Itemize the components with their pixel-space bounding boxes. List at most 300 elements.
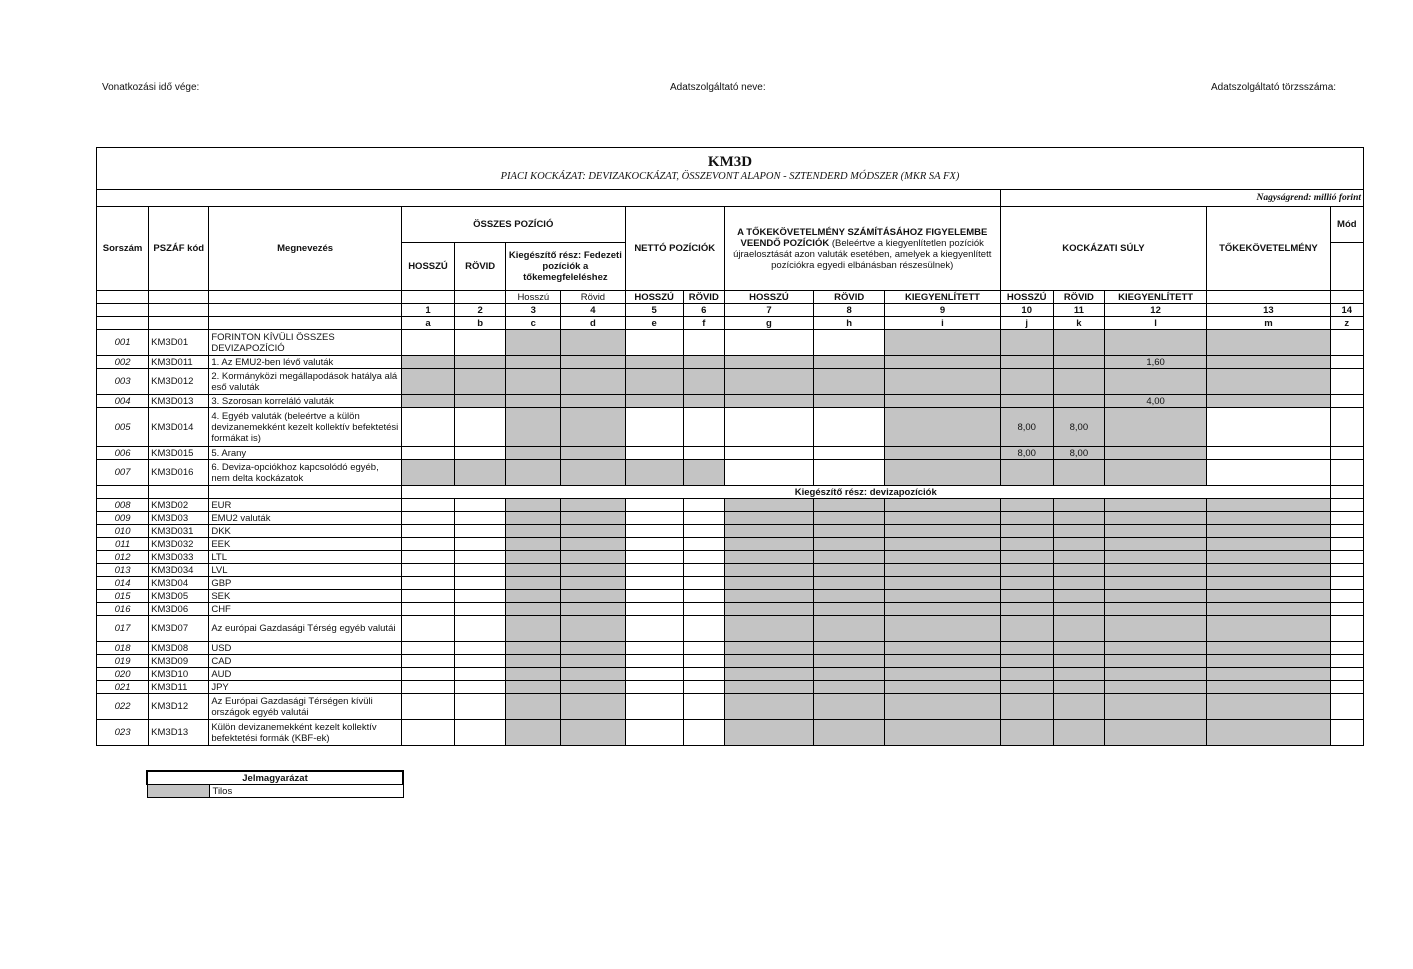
row-number: 005 [97, 408, 149, 447]
value-cell [561, 655, 625, 668]
value-cell [814, 668, 885, 681]
value-cell [1000, 590, 1053, 603]
value-cell [1207, 694, 1330, 720]
value-cell[interactable] [683, 603, 724, 616]
value-cell[interactable] [625, 564, 683, 577]
col-number-6: 6 [683, 304, 724, 317]
value-cell[interactable] [1330, 538, 1363, 551]
num-blank [97, 304, 149, 317]
row-name: AUD [209, 668, 402, 681]
value-cell[interactable] [401, 590, 454, 603]
value-cell [1207, 356, 1330, 369]
value-cell[interactable] [683, 694, 724, 720]
value-cell [1207, 551, 1330, 564]
col-letter-2: b [455, 317, 506, 330]
value-cell[interactable] [455, 408, 506, 447]
value-cell[interactable] [683, 668, 724, 681]
num-blank [149, 304, 209, 317]
value-cell[interactable] [455, 330, 506, 356]
value-cell [1000, 681, 1053, 694]
value-cell [561, 525, 625, 538]
value-cell[interactable] [625, 694, 683, 720]
value-cell[interactable] [683, 525, 724, 538]
supplement-title: Kiegészítő rész: devizapozíciók [401, 486, 1330, 499]
value-cell [1053, 577, 1104, 590]
value-cell[interactable] [683, 681, 724, 694]
value-cell[interactable] [455, 694, 506, 720]
value-cell[interactable] [625, 655, 683, 668]
value-cell[interactable] [1330, 369, 1363, 395]
col-number-10: 10 [1000, 304, 1053, 317]
table-row [97, 330, 1364, 356]
value-cell[interactable] [455, 681, 506, 694]
value-cell[interactable] [401, 668, 454, 681]
col-letter-3: c [506, 317, 561, 330]
value-cell[interactable] [683, 564, 724, 577]
col-mod-blank [1330, 243, 1363, 291]
value-cell [724, 538, 813, 551]
value-cell [1000, 538, 1053, 551]
table-row [97, 668, 1364, 681]
value-cell[interactable] [1330, 720, 1363, 746]
value-cell [1000, 642, 1053, 655]
value-cell[interactable] [455, 538, 506, 551]
table-row [97, 369, 1364, 395]
value-cell[interactable] [683, 720, 724, 746]
value-cell [1000, 499, 1053, 512]
column-number-row [97, 304, 1364, 317]
value-cell[interactable] [401, 655, 454, 668]
row-number: 016 [97, 603, 149, 616]
value-cell [561, 330, 625, 356]
value-cell[interactable] [401, 499, 454, 512]
value-cell[interactable] [455, 642, 506, 655]
value-cell [561, 356, 625, 369]
value-cell[interactable] [401, 577, 454, 590]
tokekov-bold: A TŐKEKÖVETELMÉNY SZÁMÍTÁSÁHOZ FIGYELEMBE VEENDŐ POZÍCIÓK [737, 226, 988, 249]
value-cell[interactable] [683, 642, 724, 655]
value-cell[interactable] [683, 499, 724, 512]
value-cell [1000, 512, 1053, 525]
row-code: KM3D013 [149, 395, 209, 408]
col-netto-poziciok: NETTÓ POZÍCIÓK [625, 207, 724, 291]
value-cell[interactable] [455, 603, 506, 616]
value-cell [724, 369, 813, 395]
value-cell[interactable] [455, 655, 506, 668]
value-cell[interactable] [814, 447, 885, 460]
value-cell[interactable] [455, 590, 506, 603]
value-cell[interactable] [1330, 577, 1363, 590]
col-number-11: 11 [1053, 304, 1104, 317]
value-cell[interactable] [683, 616, 724, 642]
subhdr-ks-rovid: RÖVID [1053, 291, 1104, 304]
value-cell[interactable] [683, 408, 724, 447]
value-cell[interactable] [625, 512, 683, 525]
value-cell[interactable] [724, 330, 813, 356]
value-cell: 8,00 [1000, 408, 1053, 447]
value-cell[interactable] [455, 564, 506, 577]
col-number-14: 14 [1330, 304, 1363, 317]
value-cell [724, 525, 813, 538]
subhdr-tk-kiegyenlitett: KIEGYENLÍTETT [885, 291, 1000, 304]
col-osszes-pozicio: ÖSSZES POZÍCIÓ [401, 207, 625, 243]
value-cell [1000, 655, 1053, 668]
value-cell [506, 577, 561, 590]
col-number-3: 3 [506, 304, 561, 317]
col-letter-1: a [401, 317, 454, 330]
subhdr-tk-rovid: RÖVID [814, 291, 885, 304]
row-name: Az európai Gazdasági Térség egyéb valutái [209, 616, 402, 642]
value-cell[interactable] [625, 720, 683, 746]
value-cell [506, 694, 561, 720]
value-cell[interactable] [1330, 655, 1363, 668]
row-number: 007 [97, 460, 149, 486]
value-cell [814, 577, 885, 590]
value-cell [885, 551, 1000, 564]
value-cell[interactable] [683, 330, 724, 356]
col-number-5: 5 [625, 304, 683, 317]
value-cell [1053, 512, 1104, 525]
value-cell[interactable] [401, 694, 454, 720]
row-name: 2. Kormányközi megállapodások hatálya alá eső valuták [209, 369, 402, 395]
value-cell [1053, 369, 1104, 395]
value-cell [561, 681, 625, 694]
value-cell[interactable] [683, 551, 724, 564]
value-cell[interactable] [1207, 408, 1330, 447]
value-cell[interactable] [401, 447, 454, 460]
value-cell[interactable] [1207, 447, 1330, 460]
value-cell [1053, 616, 1104, 642]
value-cell [885, 720, 1000, 746]
col-letter-7: g [724, 317, 813, 330]
value-cell [1207, 499, 1330, 512]
value-cell[interactable] [401, 616, 454, 642]
value-cell[interactable] [455, 668, 506, 681]
value-cell[interactable] [683, 577, 724, 590]
value-cell [506, 395, 561, 408]
col-number-1: 1 [401, 304, 454, 317]
value-cell [814, 564, 885, 577]
value-cell [814, 395, 885, 408]
row-code: KM3D06 [149, 603, 209, 616]
value-cell[interactable] [683, 447, 724, 460]
value-cell [561, 499, 625, 512]
row-name: USD [209, 642, 402, 655]
col-osszes-hosszu: HOSSZÚ [401, 243, 454, 291]
value-cell[interactable] [814, 460, 885, 486]
row-name: 1. Az EMU2-ben lévő valuták [209, 356, 402, 369]
value-cell[interactable] [455, 720, 506, 746]
value-cell [885, 642, 1000, 655]
value-cell[interactable] [1330, 590, 1363, 603]
value-cell [506, 447, 561, 460]
value-cell [1207, 616, 1330, 642]
value-cell[interactable] [1330, 499, 1363, 512]
blank-cell [1330, 486, 1363, 499]
value-cell [561, 408, 625, 447]
value-cell[interactable] [683, 538, 724, 551]
value-cell [814, 525, 885, 538]
value-cell[interactable] [1330, 681, 1363, 694]
row-name: LVL [209, 564, 402, 577]
value-cell [724, 590, 813, 603]
value-cell [1104, 681, 1206, 694]
value-cell [1053, 538, 1104, 551]
value-cell [1000, 356, 1053, 369]
subhdr-blank [1207, 291, 1330, 304]
value-cell [885, 525, 1000, 538]
value-cell [1104, 616, 1206, 642]
value-cell [885, 395, 1000, 408]
value-cell [1207, 681, 1330, 694]
value-cell[interactable] [683, 655, 724, 668]
value-cell: 8,00 [1053, 408, 1104, 447]
value-cell[interactable] [1330, 356, 1363, 369]
value-cell[interactable] [401, 551, 454, 564]
value-cell [625, 369, 683, 395]
value-cell [506, 408, 561, 447]
value-cell[interactable] [814, 330, 885, 356]
subhdr-blank [209, 291, 402, 304]
row-number: 006 [97, 447, 149, 460]
value-cell [885, 564, 1000, 577]
value-cell [1104, 603, 1206, 616]
value-cell[interactable] [1330, 694, 1363, 720]
value-cell [814, 369, 885, 395]
value-cell[interactable] [401, 330, 454, 356]
table-row [97, 655, 1364, 668]
value-cell[interactable] [625, 681, 683, 694]
row-number: 010 [97, 525, 149, 538]
value-cell [506, 681, 561, 694]
row-number: 012 [97, 551, 149, 564]
value-cell[interactable] [1330, 603, 1363, 616]
value-cell[interactable] [401, 512, 454, 525]
value-cell [506, 616, 561, 642]
value-cell [506, 525, 561, 538]
value-cell[interactable] [625, 551, 683, 564]
row-code: KM3D01 [149, 330, 209, 356]
report-form-table [96, 147, 1364, 746]
value-cell[interactable] [625, 616, 683, 642]
value-cell[interactable] [1330, 564, 1363, 577]
value-cell [506, 642, 561, 655]
value-cell [506, 720, 561, 746]
value-cell [683, 369, 724, 395]
value-cell[interactable] [1330, 642, 1363, 655]
value-cell [1053, 356, 1104, 369]
col-mod: Mód [1330, 207, 1363, 243]
supplement-header-row [97, 486, 1364, 499]
row-number: 017 [97, 616, 149, 642]
value-cell[interactable] [1330, 616, 1363, 642]
value-cell [1053, 499, 1104, 512]
value-cell [1207, 538, 1330, 551]
col-megnevezes: Megnevezés [209, 207, 402, 291]
row-code: KM3D014 [149, 408, 209, 447]
row-number: 001 [97, 330, 149, 356]
value-cell [561, 720, 625, 746]
value-cell [1207, 369, 1330, 395]
value-cell[interactable] [625, 538, 683, 551]
value-cell[interactable] [455, 525, 506, 538]
table-row [97, 499, 1364, 512]
blank-cell [209, 486, 402, 499]
row-code: KM3D03 [149, 512, 209, 525]
col-number-9: 9 [885, 304, 1000, 317]
value-cell [724, 720, 813, 746]
table-row [97, 551, 1364, 564]
value-cell [724, 603, 813, 616]
value-cell [1104, 668, 1206, 681]
row-name: CHF [209, 603, 402, 616]
value-cell [885, 616, 1000, 642]
row-number: 023 [97, 720, 149, 746]
value-cell [1000, 668, 1053, 681]
subhdr-blank [97, 291, 149, 304]
value-cell[interactable] [625, 603, 683, 616]
value-cell [561, 577, 625, 590]
value-cell[interactable] [401, 408, 454, 447]
row-code: KM3D09 [149, 655, 209, 668]
value-cell[interactable] [625, 447, 683, 460]
value-cell [814, 512, 885, 525]
row-number: 015 [97, 590, 149, 603]
value-cell[interactable] [625, 408, 683, 447]
value-cell[interactable] [1330, 551, 1363, 564]
value-cell[interactable] [1330, 447, 1363, 460]
value-cell [814, 720, 885, 746]
value-cell [814, 538, 885, 551]
value-cell[interactable] [1330, 512, 1363, 525]
value-cell [1104, 577, 1206, 590]
value-cell [561, 603, 625, 616]
value-cell[interactable] [455, 499, 506, 512]
col-tokekov-poziciok [724, 207, 1000, 291]
value-cell[interactable] [625, 577, 683, 590]
value-cell [1104, 408, 1206, 447]
subhdr-netto-rovid: RÖVID [683, 291, 724, 304]
value-cell[interactable] [1330, 525, 1363, 538]
value-cell [724, 655, 813, 668]
value-cell [561, 551, 625, 564]
row-number: 019 [97, 655, 149, 668]
value-cell[interactable] [814, 408, 885, 447]
value-cell[interactable] [455, 447, 506, 460]
table-row [97, 603, 1364, 616]
value-cell [724, 395, 813, 408]
row-code: KM3D13 [149, 720, 209, 746]
value-cell[interactable] [1207, 460, 1330, 486]
value-cell [561, 538, 625, 551]
value-cell [1053, 694, 1104, 720]
value-cell [1104, 525, 1206, 538]
value-cell [1207, 512, 1330, 525]
form-code: KM3D [707, 154, 753, 170]
value-cell [625, 460, 683, 486]
value-cell[interactable] [401, 564, 454, 577]
value-cell[interactable] [625, 642, 683, 655]
value-cell [561, 460, 625, 486]
value-cell[interactable] [724, 460, 813, 486]
value-cell: 8,00 [1053, 447, 1104, 460]
row-number: 013 [97, 564, 149, 577]
value-cell[interactable] [683, 512, 724, 525]
value-cell [1000, 616, 1053, 642]
value-cell[interactable] [1330, 330, 1363, 356]
value-cell [1207, 590, 1330, 603]
subhdr-rovid: Rövid [561, 291, 625, 304]
value-cell [1053, 590, 1104, 603]
col-number-8: 8 [814, 304, 885, 317]
value-cell[interactable] [625, 590, 683, 603]
value-cell [1000, 551, 1053, 564]
value-cell[interactable] [724, 447, 813, 460]
value-cell [561, 590, 625, 603]
value-cell[interactable] [1330, 668, 1363, 681]
value-cell[interactable] [401, 720, 454, 746]
value-cell [1053, 655, 1104, 668]
value-cell[interactable] [724, 408, 813, 447]
value-cell [1000, 564, 1053, 577]
value-cell[interactable] [1330, 460, 1363, 486]
value-cell [1104, 369, 1206, 395]
value-cell [885, 603, 1000, 616]
subhdr-tk-hosszu: HOSSZÚ [724, 291, 813, 304]
col-kiegeszito: Kiegészítő rész: Fedezeti pozíciók a tőkemegfeleléshez [506, 243, 625, 291]
value-cell [1053, 525, 1104, 538]
value-cell[interactable] [683, 590, 724, 603]
value-cell [1104, 499, 1206, 512]
value-cell[interactable] [1330, 395, 1363, 408]
value-cell[interactable] [401, 642, 454, 655]
value-cell [1207, 564, 1330, 577]
unit-spacer [97, 190, 1001, 207]
value-cell[interactable] [455, 512, 506, 525]
legend-label-tilos: Tilos [209, 785, 403, 798]
row-number: 003 [97, 369, 149, 395]
value-cell[interactable] [1330, 408, 1363, 447]
value-cell[interactable] [625, 330, 683, 356]
value-cell[interactable] [455, 577, 506, 590]
row-code: KM3D011 [149, 356, 209, 369]
value-cell[interactable] [401, 681, 454, 694]
value-cell [814, 694, 885, 720]
provider-id-label: Adatszolgáltató törzsszáma: [1211, 82, 1337, 93]
col-letter-11: k [1053, 317, 1104, 330]
value-cell[interactable] [401, 538, 454, 551]
value-cell [885, 408, 1000, 447]
value-cell[interactable] [455, 616, 506, 642]
value-cell[interactable] [625, 668, 683, 681]
value-cell[interactable] [625, 525, 683, 538]
row-code: KM3D08 [149, 642, 209, 655]
col-number-4: 4 [561, 304, 625, 317]
value-cell[interactable] [401, 525, 454, 538]
col-letter-10: j [1000, 317, 1053, 330]
value-cell[interactable] [625, 499, 683, 512]
value-cell [506, 551, 561, 564]
col-pszaf-kod: PSZÁF kód [149, 207, 209, 291]
value-cell[interactable] [455, 551, 506, 564]
value-cell [1104, 460, 1206, 486]
value-cell[interactable] [401, 603, 454, 616]
col-number-13: 13 [1207, 304, 1330, 317]
row-code: KM3D032 [149, 538, 209, 551]
value-cell [506, 369, 561, 395]
provider-name-label: Adatszolgáltató neve: [670, 82, 766, 93]
row-name: Külön devizanemekként kezelt kollektív befektetési formák (KBF-ek) [209, 720, 402, 746]
